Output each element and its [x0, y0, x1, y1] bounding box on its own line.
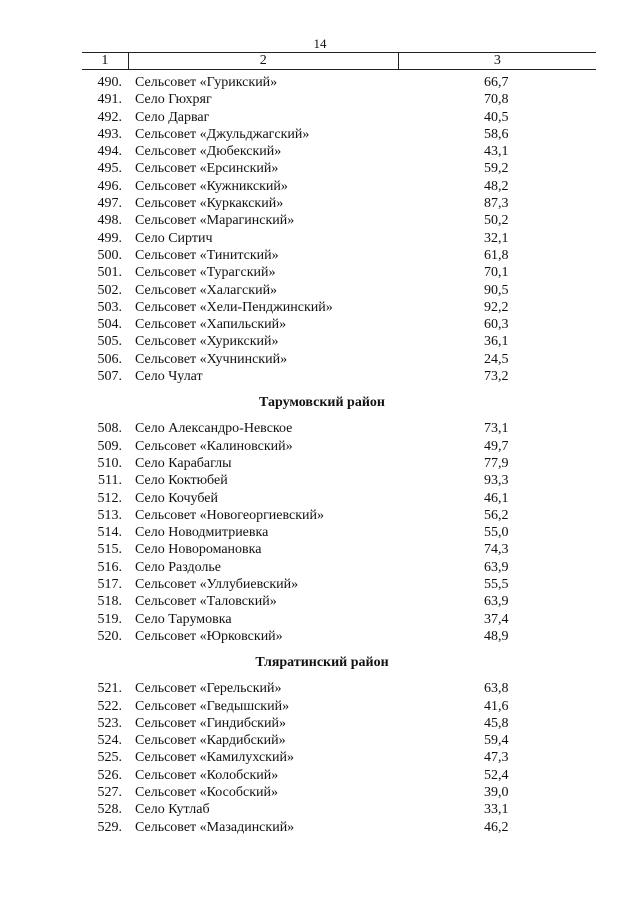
- table-row: [0, 749, 640, 766]
- settlement-name: Село Карабаглы: [135, 455, 232, 471]
- row-value: 60,3: [484, 317, 509, 333]
- column-header-2: 2: [128, 53, 398, 70]
- row-number: 507.: [97, 369, 122, 385]
- row-value: 63,9: [484, 559, 509, 575]
- row-number: 499.: [97, 230, 122, 246]
- row-number: 501.: [97, 265, 122, 281]
- row-value: 48,2: [484, 178, 509, 194]
- settlement-name: Сельсовет «Турагский»: [135, 265, 276, 281]
- row-value: 63,9: [484, 594, 509, 610]
- row-value: 59,4: [484, 733, 509, 749]
- section-heading: Тарумовский район: [259, 395, 385, 411]
- table-row: [0, 628, 640, 645]
- table-row: [0, 74, 640, 91]
- row-number: 524.: [97, 733, 122, 749]
- row-value: 87,3: [484, 196, 509, 212]
- row-value: 36,1: [484, 334, 509, 350]
- settlement-name: Сельсовет «Новогеоргиевский»: [135, 507, 325, 523]
- row-number: 509.: [97, 438, 122, 454]
- table-row: [0, 732, 640, 749]
- table-row: [0, 472, 640, 489]
- row-value: 90,5: [484, 282, 509, 298]
- table-row: [0, 593, 640, 610]
- row-value: 49,7: [484, 438, 509, 454]
- settlement-name: Сельсовет «Гиндибский»: [135, 715, 286, 731]
- row-number: 512.: [97, 490, 122, 506]
- settlement-name: Село Сиртич: [135, 230, 213, 246]
- row-value: 32,1: [484, 230, 509, 246]
- table-row: [0, 126, 640, 143]
- row-number: 529.: [97, 819, 122, 835]
- row-value: 46,2: [484, 819, 509, 835]
- row-value: 24,5: [484, 351, 509, 367]
- row-value: 46,1: [484, 490, 509, 506]
- table-row: [0, 541, 640, 558]
- row-value: 55,5: [484, 577, 509, 593]
- table-row: [0, 698, 640, 715]
- table-row: [0, 143, 640, 160]
- row-number: 492.: [97, 109, 122, 125]
- row-value: 63,8: [484, 681, 509, 697]
- row-number: 517.: [97, 577, 122, 593]
- row-number: 498.: [97, 213, 122, 229]
- settlement-name: Село Дарваг: [135, 109, 210, 125]
- row-value: 58,6: [484, 126, 509, 142]
- table-row: [0, 195, 640, 212]
- row-number: 496.: [97, 178, 122, 194]
- settlement-name: Сельсовет «Гурикский»: [135, 75, 278, 90]
- settlement-name: Сельсовет «Ерсинский»: [135, 161, 279, 177]
- column-header-row: [82, 52, 596, 70]
- table-row: [0, 438, 640, 455]
- settlement-name: Село Кочубей: [135, 490, 218, 506]
- table-row: [0, 230, 640, 247]
- table-row: [0, 819, 640, 836]
- row-number: 491.: [97, 92, 122, 108]
- page-number: 14: [313, 36, 327, 51]
- settlement-name: Сельсовет «Мазадинский»: [135, 819, 295, 835]
- column-header-3: 3: [398, 53, 596, 70]
- row-value: 70,8: [484, 92, 509, 108]
- row-value: 37,4: [484, 611, 509, 627]
- row-number: 523.: [97, 715, 122, 731]
- row-value: 47,3: [484, 750, 509, 766]
- row-number: 495.: [97, 161, 122, 177]
- row-value: 39,0: [484, 784, 509, 800]
- table-row: [0, 212, 640, 229]
- table-row: [0, 316, 640, 333]
- table-row: [0, 282, 640, 299]
- row-number: 522.: [97, 698, 122, 714]
- row-value: 74,3: [484, 542, 509, 558]
- table-row: [0, 178, 640, 195]
- settlement-name: Сельсовет «Кособский»: [135, 784, 278, 800]
- table-row: [0, 490, 640, 507]
- row-number: 493.: [97, 126, 122, 142]
- settlement-name: Сельсовет «Тинитский»: [135, 247, 279, 263]
- table-row: [0, 247, 640, 264]
- settlement-name: Село Коктюбей: [135, 473, 228, 489]
- settlement-name: Сельсовет «Юрковский»: [135, 628, 283, 644]
- row-value: 41,6: [484, 698, 509, 714]
- table-row: [0, 715, 640, 732]
- table-row: [0, 576, 640, 593]
- settlement-name: Сельсовет «Дюбекский»: [135, 144, 282, 160]
- row-value: 73,2: [484, 369, 509, 385]
- row-value: 70,1: [484, 265, 509, 281]
- row-number: 518.: [97, 594, 122, 610]
- row-number: 527.: [97, 784, 122, 800]
- settlement-name: Сельсовет «Хели-Пенджинский»: [135, 299, 333, 315]
- settlement-name: Село Гюхряг: [135, 92, 212, 108]
- row-number: 508.: [97, 421, 122, 437]
- settlement-name: Сельсовет «Камилухский»: [135, 750, 294, 766]
- row-number: 502.: [97, 282, 122, 298]
- row-number: 505.: [97, 334, 122, 350]
- row-number: 513.: [97, 507, 122, 523]
- table-row: [0, 351, 640, 368]
- row-number: 510.: [97, 455, 122, 471]
- settlement-name: Село Чулат: [135, 369, 203, 385]
- table-row: [0, 611, 640, 628]
- row-number: 520.: [97, 628, 122, 644]
- row-value: 40,5: [484, 109, 509, 125]
- table-row: [0, 801, 640, 818]
- row-value: 73,1: [484, 421, 509, 437]
- settlement-name: Сельсовет «Хучнинский»: [135, 351, 288, 367]
- row-value: 61,8: [484, 247, 509, 263]
- settlement-name: Село Новоромановка: [135, 542, 262, 558]
- table-row: [0, 264, 640, 281]
- row-value: 48,9: [484, 628, 509, 644]
- row-value: 45,8: [484, 715, 509, 731]
- row-number: 528.: [97, 802, 122, 818]
- table-row: [0, 784, 640, 801]
- table-row: [0, 524, 640, 541]
- row-value: 33,1: [484, 802, 509, 818]
- table-row: [0, 368, 640, 385]
- row-value: 52,4: [484, 767, 509, 783]
- row-value: 66,7: [484, 75, 509, 90]
- table-row: [0, 507, 640, 524]
- row-number: 516.: [97, 559, 122, 575]
- row-value: 93,3: [484, 473, 509, 489]
- table-row: [0, 455, 640, 472]
- row-value: 92,2: [484, 299, 509, 315]
- table-row: [0, 333, 640, 350]
- table-row: [0, 109, 640, 126]
- row-number: 506.: [97, 351, 122, 367]
- settlement-name: Сельсовет «Хапильский»: [135, 317, 287, 333]
- row-number: 497.: [97, 196, 122, 212]
- settlement-name: Село Кутлаб: [135, 802, 210, 818]
- settlement-name: Сельсовет «Герельский»: [135, 681, 282, 697]
- settlement-name: Село Новодмитриевка: [135, 525, 269, 541]
- row-number: 526.: [97, 767, 122, 783]
- settlement-name: Село Раздолье: [135, 559, 222, 575]
- row-number: 504.: [97, 317, 122, 333]
- row-value: 59,2: [484, 161, 509, 177]
- row-number: 515.: [97, 542, 122, 558]
- settlement-name: Сельсовет «Кужникский»: [135, 178, 288, 194]
- row-number: 503.: [97, 299, 122, 315]
- table-row: [0, 767, 640, 784]
- settlement-name: Сельсовет «Колобский»: [135, 767, 279, 783]
- settlement-name: Сельсовет «Куркакский»: [135, 196, 284, 212]
- table-row: [0, 420, 640, 437]
- table-row: [0, 559, 640, 576]
- row-value: 50,2: [484, 213, 509, 229]
- table-row: [0, 91, 640, 108]
- row-value: 56,2: [484, 507, 509, 523]
- row-number: 525.: [97, 750, 122, 766]
- row-number: 500.: [97, 247, 122, 263]
- settlement-name: Сельсовет «Джульджагский»: [135, 126, 310, 142]
- row-number: 511.: [98, 473, 122, 489]
- document-table-body: [0, 74, 640, 836]
- row-value: 55,0: [484, 525, 509, 541]
- settlement-name: Село Тарумовка: [135, 611, 232, 627]
- row-number: 514.: [97, 525, 122, 541]
- settlement-name: Сельсовет «Гведышский»: [135, 698, 290, 714]
- row-number: 519.: [97, 611, 122, 627]
- column-header-1: 1: [82, 53, 128, 70]
- row-number: 521.: [97, 681, 122, 697]
- row-value: 43,1: [484, 144, 509, 160]
- row-value: 77,9: [484, 455, 509, 471]
- settlement-name: Сельсовет «Кардибский»: [135, 733, 286, 749]
- table-row: [0, 160, 640, 177]
- settlement-name: Сельсовет «Марагинский»: [135, 213, 295, 229]
- settlement-name: Село Александро-Невское: [135, 421, 293, 437]
- table-row: [0, 680, 640, 697]
- section-heading: Тляратинский район: [255, 655, 389, 671]
- settlement-name: Сельсовет «Уллубиевский»: [135, 577, 299, 593]
- settlement-name: Сельсовет «Таловский»: [135, 594, 277, 610]
- settlement-name: Сельсовет «Халагский»: [135, 282, 278, 298]
- settlement-name: Сельсовет «Калиновский»: [135, 438, 293, 454]
- table-row: [0, 299, 640, 316]
- row-number: 494.: [97, 144, 122, 160]
- settlement-name: Сельсовет «Хурикский»: [135, 334, 279, 350]
- row-number: 490.: [97, 75, 122, 90]
